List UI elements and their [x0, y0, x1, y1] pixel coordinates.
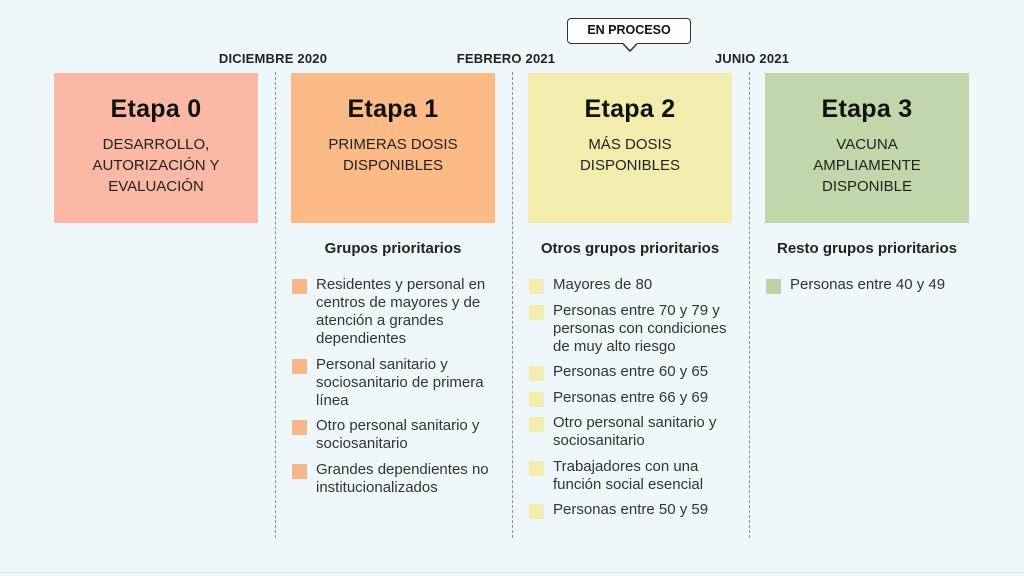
priority-list-stage-2 [529, 276, 744, 527]
timeline-divider-3 [749, 72, 750, 538]
date-label-diciembre-2020: DICIEMBRE 2020 [218, 51, 328, 66]
group-title-stage-1: Grupos prioritarios [324, 240, 462, 257]
group-title-stage-2: Otros grupos prioritarios [540, 240, 720, 257]
swatch-icon [292, 279, 307, 294]
stage-card-1 [291, 73, 495, 223]
swatch-icon [529, 305, 544, 320]
list-item-text: Mayores de 80 [553, 276, 653, 293]
list-item-text: Personas entre 66 y 69 [553, 388, 709, 406]
group-title-stage-3: Resto grupos prioritarios [776, 240, 958, 257]
list-item-text: Grandes dependientes no institucionalizados [316, 460, 489, 496]
list-item [292, 356, 507, 410]
list-item-text: Otro personal sanitario y sociosanitario [316, 417, 480, 452]
list-item [529, 501, 744, 519]
stage-subtitle: PRIMERAS DOSIS DISPONIBLES [328, 136, 458, 174]
timeline-divider-1 [275, 72, 276, 538]
bottom-border [0, 572, 1024, 573]
stage-title: Etapa 0 [110, 95, 202, 123]
list-item-text: Trabajadores con una función social esencial [553, 457, 704, 493]
in-progress-callout: EN PROCESO [567, 18, 691, 44]
list-item-text: Personas entre 40 y 49 [790, 276, 946, 293]
swatch-icon [529, 504, 544, 519]
date-label-junio-2021: JUNIO 2021 [714, 51, 790, 66]
list-item-text: Otro personal sanitario y sociosanitario [553, 414, 717, 449]
list-item-text: Personas entre 60 y 65 [553, 363, 709, 380]
callout-pointer-icon [623, 43, 637, 53]
stage-card-3 [765, 73, 969, 223]
stage-card-0 [54, 73, 258, 223]
stage-subtitle: MÁS DOSIS DISPONIBLES [579, 136, 681, 174]
swatch-icon [529, 417, 544, 432]
priority-list-stage-3 [766, 276, 981, 302]
list-item [529, 458, 744, 494]
swatch-icon [529, 392, 544, 407]
list-item [766, 276, 981, 294]
list-item [529, 276, 744, 294]
list-item [529, 414, 744, 450]
swatch-icon [529, 366, 544, 381]
list-item [529, 302, 744, 356]
swatch-icon [292, 420, 307, 435]
swatch-icon [766, 279, 781, 294]
stage-card-2 [528, 73, 732, 223]
priority-list-stage-1 [292, 276, 507, 504]
stage-title: Etapa 3 [821, 95, 913, 123]
swatch-icon [529, 461, 544, 476]
stage-subtitle: DESARROLLO, AUTORIZACIÓN Y EVALUACIÓN [92, 136, 220, 195]
stage-title: Etapa 1 [347, 95, 439, 123]
list-item-text: Residentes y personal en centros de mayores y de atención a grandes dependientes [316, 276, 486, 347]
swatch-icon [529, 279, 544, 294]
swatch-icon [292, 359, 307, 374]
list-item [292, 461, 507, 497]
list-item [292, 276, 507, 348]
stage-subtitle: VACUNA AMPLIAMENTE DISPONIBLE [813, 136, 921, 195]
list-item [292, 417, 507, 453]
list-item [529, 363, 744, 381]
list-item-text: Personas entre 70 y 79 y personas con condiciones de muy alto riesgo [553, 301, 727, 355]
list-item-text: Personas entre 50 y 59 [553, 501, 709, 518]
list-item-text: Personal sanitario y sociosanitario de primera línea [316, 355, 484, 409]
swatch-icon [292, 464, 307, 479]
date-label-febrero-2021: FEBRERO 2021 [456, 51, 556, 66]
timeline-divider-2 [512, 72, 513, 538]
list-item [529, 389, 744, 407]
stage-title: Etapa 2 [584, 95, 676, 123]
